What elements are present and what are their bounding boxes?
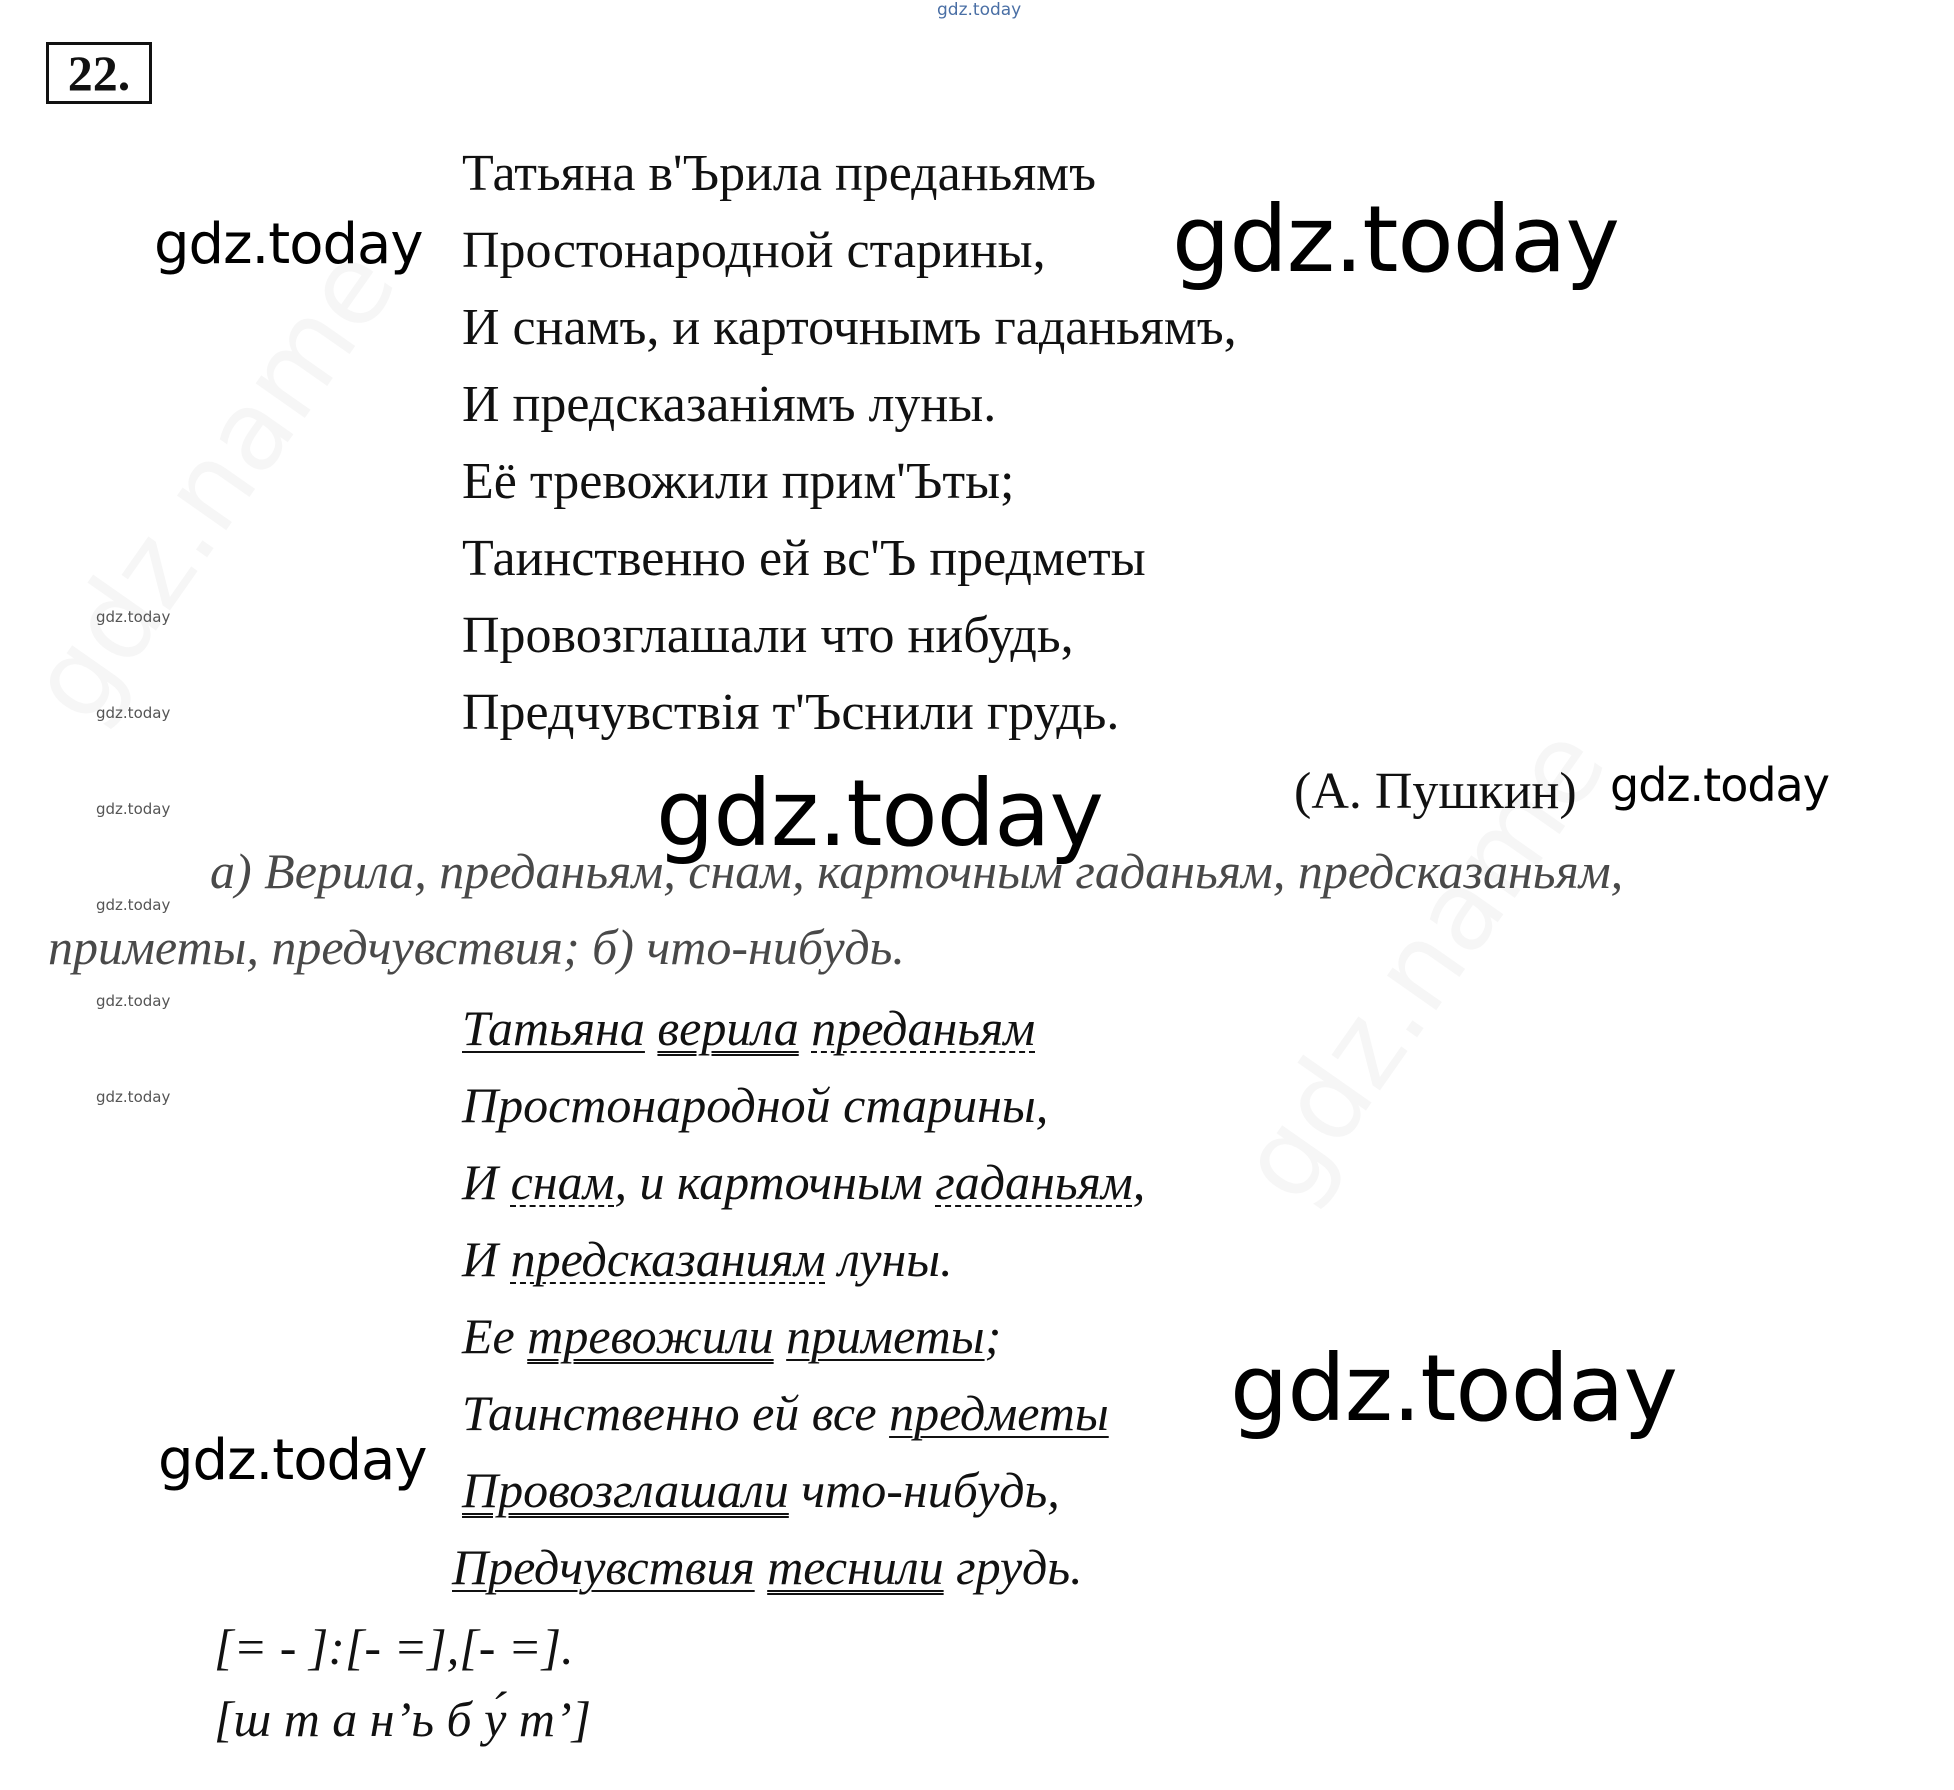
object: предсказаниям [510, 1231, 826, 1287]
parsed-line: Предчувствия теснили грудь. [452, 1539, 1083, 1595]
poem-author: (А. Пушкин) [1294, 763, 1577, 820]
watermark-small: gdz.today [96, 1088, 171, 1106]
poem-line: Татьяна в'Ърила преданьямъ [462, 145, 1096, 202]
parsed-line: Провозглашали что-нибудь, [462, 1462, 1060, 1518]
predicate: тревожили [527, 1308, 774, 1364]
poem-line: Таинственно ей вс'Ъ предметы [462, 530, 1146, 587]
watermark-small: gdz.today [96, 608, 171, 626]
predicate: теснили [767, 1539, 944, 1595]
object: гаданьям [935, 1154, 1133, 1210]
watermark-top: gdz.today [937, 0, 1022, 20]
subject: Татьяна [462, 1000, 645, 1056]
watermark-small: gdz.today [96, 800, 171, 818]
watermark-large: gdz.today [158, 1428, 427, 1493]
watermark-large: gdz.today [154, 212, 423, 277]
poem-line: Простонародной старины, [462, 222, 1046, 279]
answer-line: а) Верила, преданьям, снам, карточным гаданьям, предсказаньям, [210, 843, 1624, 899]
original-poem [462, 142, 1237, 758]
parsed-line: И предсказаниям луны. [462, 1231, 953, 1287]
watermark-small: gdz.today [96, 992, 171, 1010]
watermark-small: gdz.today [96, 896, 171, 914]
phonetic-transcription: [ш т а н’ь б у́ т’] [214, 1691, 592, 1747]
watermark-large: gdz.today [1230, 1335, 1677, 1442]
poem-line: Провозглашали что нибудь, [462, 607, 1074, 664]
subject: Предчувствия [452, 1539, 755, 1595]
watermark-large: gdz.today [1610, 758, 1829, 812]
parsed-line [462, 996, 1145, 1073]
poem-line: Её тревожили прим'Ъты; [462, 453, 1015, 510]
parsed-poem [452, 996, 1146, 1612]
parsed-line: Ее тревожили приметы; [462, 1308, 1002, 1364]
predicate: верила [657, 1000, 799, 1056]
object: снам [510, 1154, 615, 1210]
background-watermark [4, 224, 421, 743]
sentence-scheme: [= - ]:[- =],[- =]. [214, 1619, 574, 1675]
watermark-small: gdz.today [96, 704, 171, 722]
answer-line: приметы, предчувствия; б) что-нибудь. [48, 919, 905, 975]
exercise-number: 22. [46, 42, 152, 104]
subject: предметы [889, 1385, 1109, 1441]
watermark-large: gdz.today [1172, 186, 1619, 293]
object: преданьям [811, 1000, 1036, 1056]
watermark-large: gdz.today [656, 760, 1103, 867]
poem-line: Предчувствія т'Ъснили грудь. [462, 684, 1120, 741]
poem-line: И предсказаніямъ луны. [462, 376, 997, 433]
subject: приметы [786, 1308, 985, 1364]
parsed-line: И снам, и карточным гаданьям, [462, 1154, 1146, 1210]
predicate: Провозглашали [462, 1462, 789, 1518]
parsed-line: Простонародной старины, [462, 1077, 1049, 1133]
poem-line: И снамъ, и карточнымъ гаданьямъ, [462, 299, 1237, 356]
parsed-line: Таинственно ей все предметы [462, 1385, 1109, 1441]
